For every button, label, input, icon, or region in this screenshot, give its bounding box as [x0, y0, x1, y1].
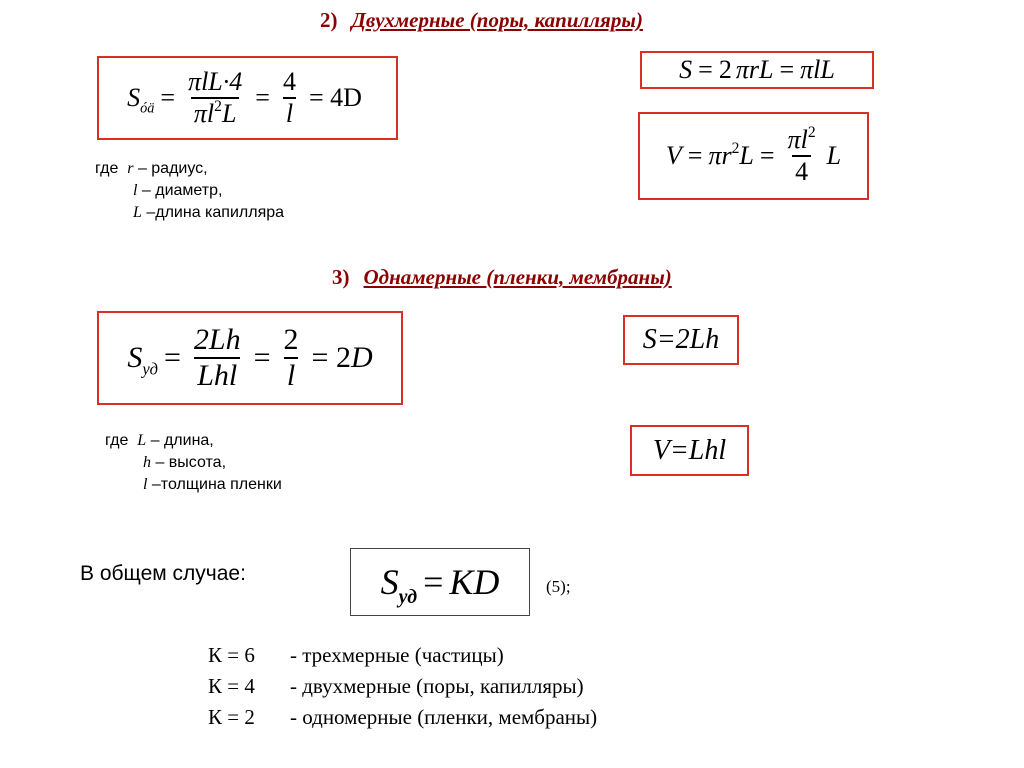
k-value-row: К = 2 - одномерные (пленки, мембраны)	[208, 705, 598, 729]
k-value-row: К = 6 - трехмерные (частицы)	[208, 643, 504, 667]
specific-surface-formula-2d: $S_{óä}$ = $\frac{\text{πlL·4}}{\pi l^2L}$ = $\frac{4}{l}$ = 4D	[97, 56, 398, 140]
where-row: l – диаметр,	[133, 182, 223, 199]
formula-s-symbol: $S_{óä}$	[127, 83, 155, 117]
specific-surface-formula-1d: $S_{уд}$ = $\frac{2Lh}{\text{Lhl}}$ = $\frac{2}{l}$ = 2 D	[97, 311, 403, 405]
where-row: l –толщина пленки	[143, 476, 282, 493]
formula-fraction-2: $\frac{2}{l}$	[283, 323, 299, 392]
volume-fraction: $\frac{\pi l^2}{4}$	[787, 124, 816, 186]
formula-result: = 4D	[308, 83, 362, 112]
where-row: L –длина капилляра	[133, 204, 285, 221]
section-2-title: Двухмерные (поры, капилляры)	[351, 8, 643, 32]
volume-formula-2d: V = $\pi r^2L$ = $\frac{\pi l^2}{4}$ L	[638, 112, 869, 200]
section-3-heading	[332, 265, 672, 290]
formula-fraction-1: $\frac{\text{πlL·4}}{\pi l^2L}$	[188, 67, 243, 128]
formula-fraction-1: $\frac{2Lh}{\text{Lhl}}$	[193, 323, 241, 392]
where-row: где r – радиус,	[95, 160, 208, 177]
section-2-number: 2)	[320, 8, 338, 32]
volume-formula-1d: V=Lhl	[630, 425, 749, 476]
k-value-row: К = 4 - двухмерные (поры, капилляры)	[208, 674, 584, 698]
k-values-list	[208, 640, 597, 733]
area-formula-1d: S=2Lh	[623, 315, 739, 365]
general-formula: $S_{уд}$ = KD	[350, 548, 530, 616]
formula-equals: =	[160, 83, 176, 112]
section-3-number: 3)	[332, 265, 350, 289]
where-block-1d	[105, 430, 282, 496]
where-row: где L – длина,	[105, 432, 214, 449]
general-case-label: В общем случае:	[80, 562, 246, 585]
formula-fraction-2: $\frac{4}{l}$	[282, 67, 296, 128]
area-formula-2d: S = 2 πrL = πlL	[640, 51, 874, 89]
where-row: h – высота,	[143, 454, 227, 471]
section-3-title: Однамерные (пленки, мембраны)	[363, 265, 672, 289]
section-2-heading	[320, 8, 643, 33]
equation-reference: (5);	[546, 577, 571, 596]
where-block-2d	[95, 158, 284, 224]
